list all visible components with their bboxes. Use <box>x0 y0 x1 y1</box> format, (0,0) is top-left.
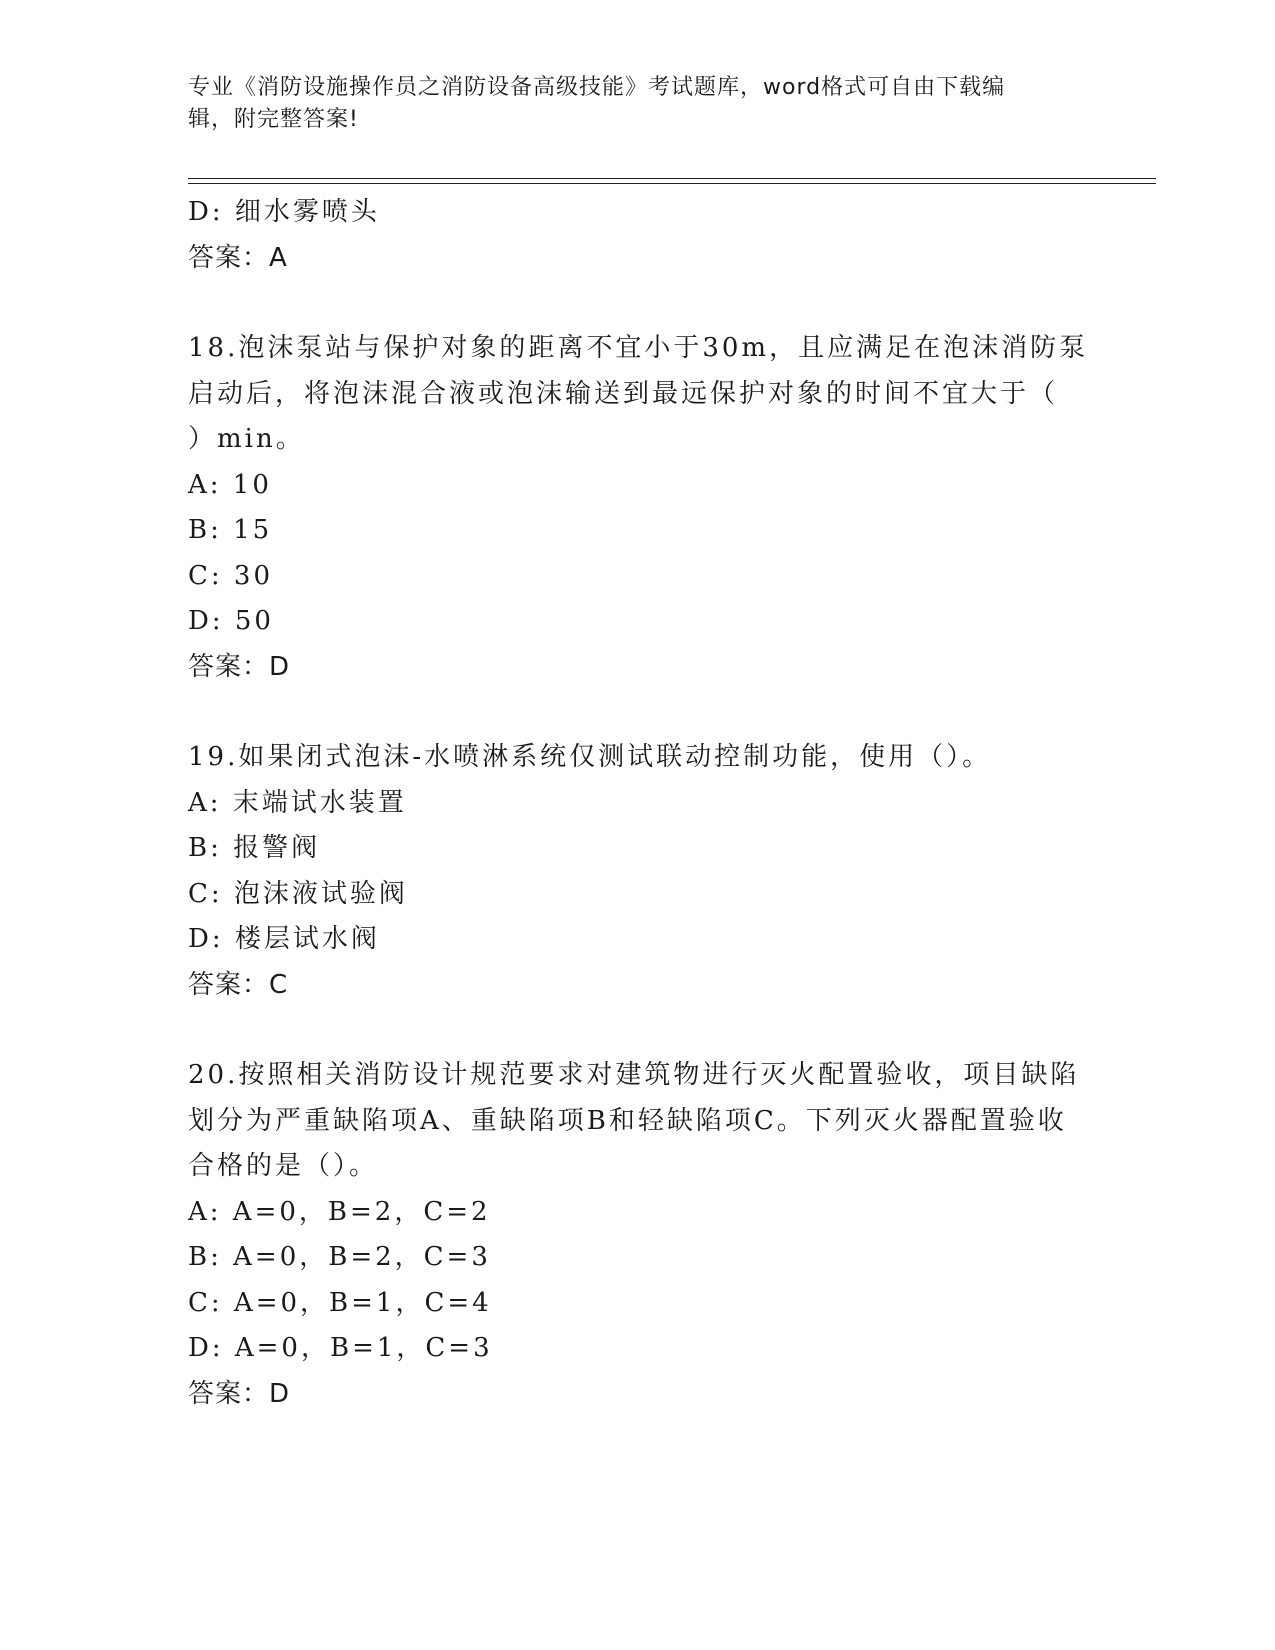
option-d: D: 楼层试水阀 <box>188 924 380 954</box>
option-a: A: 10 <box>188 469 272 500</box>
header-divider-bottom <box>188 183 1156 184</box>
document-body <box>188 190 1088 1462</box>
question-19 <box>188 735 1088 1008</box>
question-text-line: 20.按照相关消防设计规范要求对建筑物进行灭火配置验收，项目缺陷 <box>188 1060 1080 1090</box>
answer-line: 答案：D <box>188 651 291 682</box>
header-divider-top <box>188 178 1156 179</box>
question-text-line: 19.如果闭式泡沫-水喷淋系统仅测试联动控制功能，使用（）。 <box>188 742 992 772</box>
option-a: A: A=0，B=2，C=2 <box>188 1196 491 1227</box>
header-line-2: 辑，附完整答案! <box>188 107 359 132</box>
option-c: C: 30 <box>188 560 274 591</box>
answer-line: 答案：A <box>188 242 288 273</box>
question-text-line: 划分为严重缺陷项A、重缺陷项B和轻缺陷项C。下列灭火器配置验收 <box>188 1105 1067 1136</box>
option-d: D: 细水雾喷头 <box>188 197 380 227</box>
question-text-line: ）min。 <box>188 424 305 454</box>
document-header <box>188 72 1068 136</box>
question-20 <box>188 1053 1088 1417</box>
option-a: A: 末端试水装置 <box>188 787 407 818</box>
option-c: C: A=0，B=1，C=4 <box>188 1287 492 1318</box>
question-text-line: 启动后，将泡沫混合液或泡沫输送到最远保护对象的时间不宜大于（ <box>188 378 1059 409</box>
option-d: D: A=0，B=1，C=3 <box>188 1333 493 1363</box>
option-b: B: 报警阀 <box>188 833 321 863</box>
option-c: C: 泡沫液试验阀 <box>188 878 408 909</box>
option-b: B: A=0，B=2，C=3 <box>188 1242 491 1272</box>
answer-line: 答案：D <box>188 1378 291 1409</box>
question-18 <box>188 326 1088 690</box>
question-text-line: 合格的是（）。 <box>188 1151 379 1181</box>
option-b: B: 15 <box>188 515 273 545</box>
answer-line: 答案：C <box>188 969 289 1000</box>
option-d: D: 50 <box>188 606 274 636</box>
previous-question-tail <box>188 190 1088 281</box>
question-text-line: 18.泡沫泵站与保护对象的距离不宜小于30m，且应满足在泡沫消防泵 <box>188 333 1089 363</box>
header-line-1: 专业《消防设施操作员之消防设备高级技能》考试题库，word格式可自由下载编 <box>188 75 1006 100</box>
